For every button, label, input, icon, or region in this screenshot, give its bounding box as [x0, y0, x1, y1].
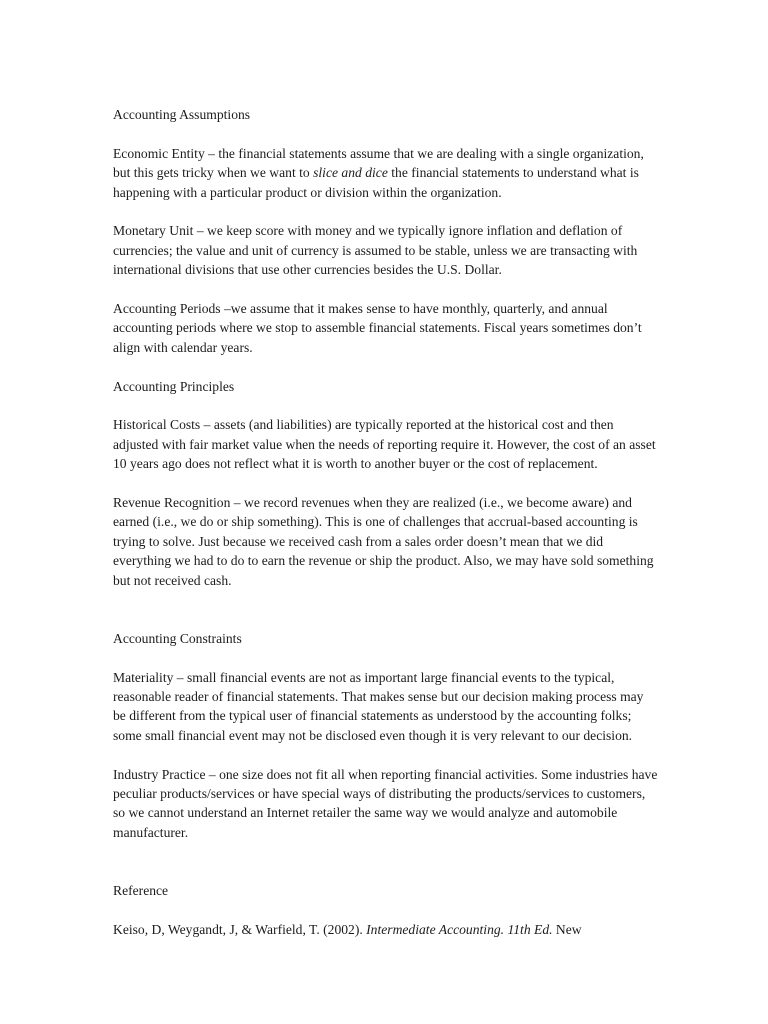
paragraph-accounting-periods: Accounting Periods –we assume that it makes sense to have monthly, quarterly, and annual accounting periods where we stop to assemble financial statements. Fiscal years sometimes don’t align with calendar years. [113, 301, 642, 355]
heading-accounting-assumptions: Accounting Assumptions [113, 107, 251, 122]
heading-reference: Reference [113, 883, 169, 899]
economic-entity-text-start: Economic Entity – the financial statements assume that we are dealing with a single organization, but this gets tricky when we want to [113, 145, 644, 181]
blank-line [113, 862, 658, 881]
citation-tail: New [552, 921, 582, 937]
paragraph-materiality: Materiality – small financial events are not as important large financial events to the typical, reasonable reader of financial statements. That makes sense but our decision making process may be different from the typical user of financial statements as understood by the accounting folks; some small financial event may not be disclosed even though it is very relevant to our decision. [113, 669, 644, 743]
paragraph-revenue-recognition: Revenue Recognition – we record revenues when they are realized (i.e., we become aware) and earned (i.e., we do or ship something). This is one of challenges that accrual-based accounting is trying to solve. Just because we received cash from a sales order doesn’t mean that we did everything we had to do to earn the revenue or ship the product. Also, we may have sold something but not received cash. [113, 495, 654, 588]
document-page [113, 105, 658, 959]
economic-entity-text-end: the financial statements to understand what is happening with a particular product or division within the organization. [113, 165, 639, 200]
paragraph-industry-practice: Industry Practice – one size does not fit all when reporting financial activities. Some industries have peculiar products/services or have special ways of distributing the products/services to customers, so we cannot understand an Internet retailer the same way we would analyze and automobile manufacturer. [113, 766, 658, 840]
paragraph-historical-costs: Historical Costs – assets (and liabilities) are typically reported at the historical cost and then adjusted with fair market value when the needs of reporting require it. However, the cost of an asset 10 years ago does not reflect what it is worth to another buyer or the cost of replacement. [113, 417, 656, 472]
blank-line [113, 609, 658, 628]
heading-accounting-principles: Accounting Principles [113, 378, 235, 394]
paragraph-monetary-unit: Monetary Unit – we keep score with money and we typically ignore inflation and deflation of currencies; the value and unit of currency is assumed to be stable, unless we are transacting with international divisions that use other currencies besides the U.S. Dollar. [113, 223, 638, 278]
citation-title: Intermediate Accounting. 11th Ed. [366, 921, 553, 937]
heading-accounting-constraints: Accounting Constraints [113, 630, 242, 646]
paragraph-economic-entity [113, 144, 658, 202]
economic-entity-emphasis: slice and dice [313, 165, 388, 181]
citation-authors: Keiso, D, Weygandt, J, & Warfield, T. (2002). [113, 921, 367, 937]
reference-citation [113, 920, 658, 939]
